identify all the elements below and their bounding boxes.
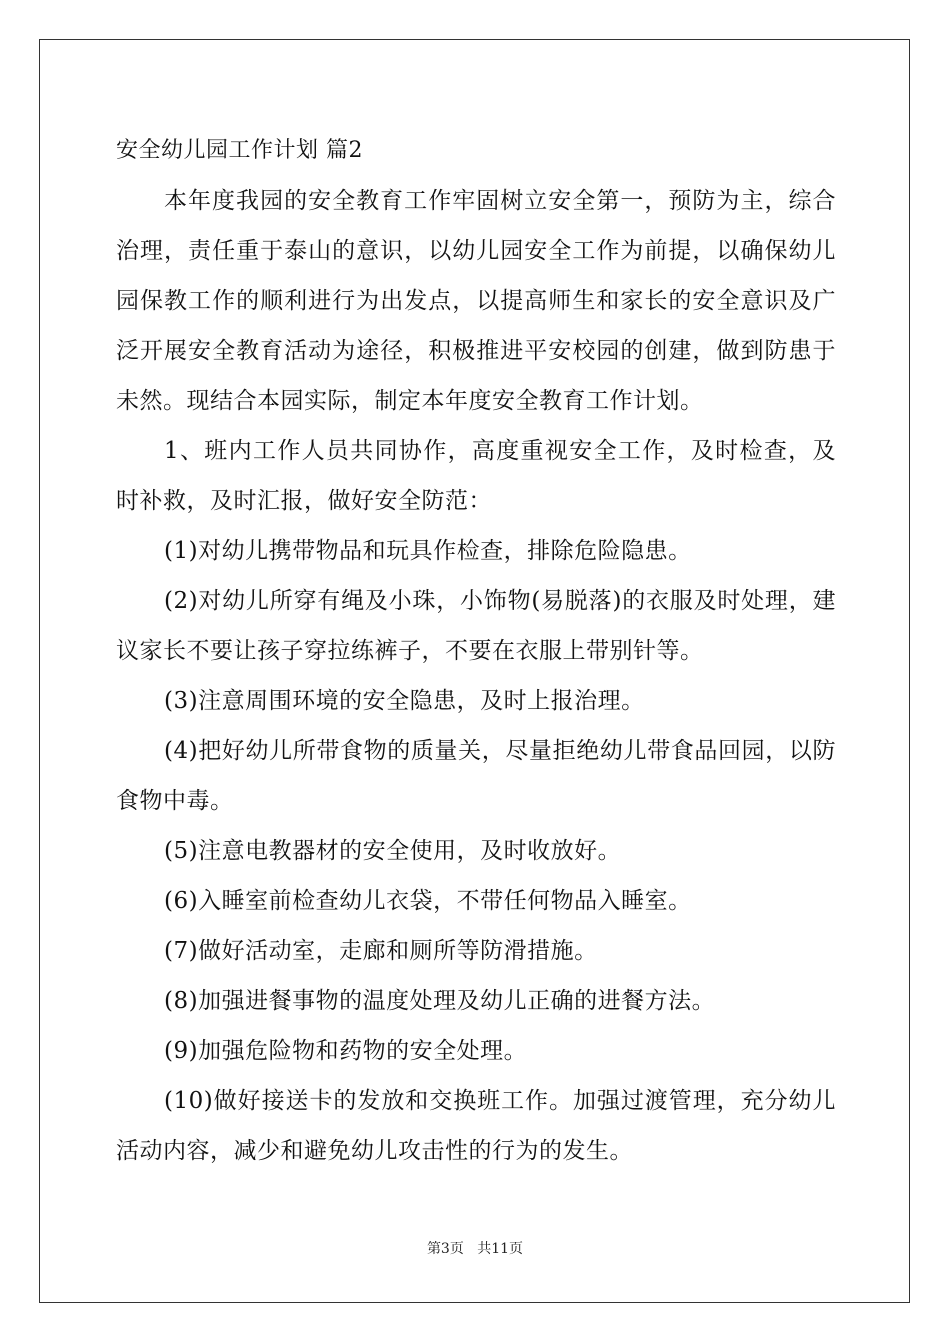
list-item-9: (9)加强危险物和药物的安全处理。 [164, 1038, 528, 1064]
list-item-10: (10)做好接送卡的发放和交换班工作。加强过渡管理，充分幼儿活动内容，减少和避免幼儿攻击性的行为的发生。 [116, 1088, 836, 1164]
list-item-3: (3)注意周围环境的安全隐患，及时上报治理。 [164, 688, 645, 714]
document-title: 安全幼儿园工作计划 篇2 [116, 138, 363, 163]
list-item-7: (7)做好活动室，走廊和厕所等防滑措施。 [164, 938, 598, 964]
page-total: 共11页 [477, 1241, 524, 1257]
list-item-8: (8)加强进餐事物的温度处理及幼儿正确的进餐方法。 [164, 988, 716, 1014]
list-item-4: (4)把好幼儿所带食物的质量关，尽量拒绝幼儿带食品回园，以防食物中毒。 [116, 738, 836, 814]
list-item-6: (6)入睡室前检查幼儿衣袋，不带任何物品入睡室。 [164, 888, 692, 914]
intro-paragraph: 本年度我园的安全教育工作牢固树立安全第一，预防为主，综合治理，责任重于泰山的意识，以幼儿园安全工作为前提，以确保幼儿园保教工作的顺利进行为出发点，以提高师生和家长的安全意识及广泛开展安全教育活动为途径，积极推进平安校园的创建，做到防患于未然。现结合本园实际，制定本年度安全教育工作计划。 [116, 188, 836, 414]
list-item-5: (5)注意电教器材的安全使用，及时收放好。 [164, 838, 622, 864]
list-item-2: (2)对幼儿所穿有绳及小珠，小饰物(易脱落)的衣服及时处理，建议家长不要让孩子穿拉练裤子，不要在衣服上带别针等。 [116, 588, 836, 664]
document-body [116, 126, 836, 1176]
section-1-heading: 1、班内工作人员共同协作，高度重视安全工作，及时检查，及时补救，及时汇报，做好安全防范： [116, 438, 836, 514]
page-footer [0, 1238, 950, 1258]
page-number: 第3页 [426, 1241, 464, 1257]
list-item-1: (1)对幼儿携带物品和玩具作检查，排除危险隐患。 [164, 538, 692, 564]
